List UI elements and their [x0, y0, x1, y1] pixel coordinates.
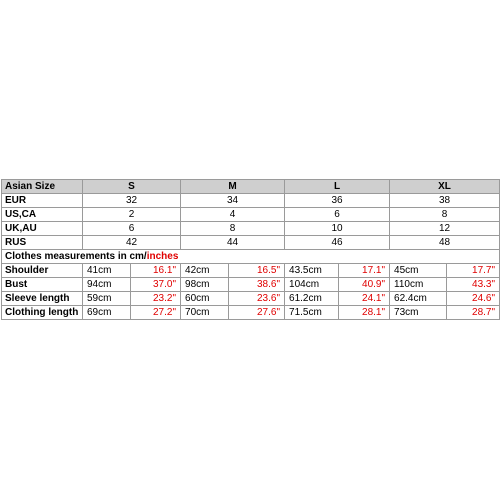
inch-value: 23.6": [229, 292, 285, 306]
cm-value: 43.5cm: [285, 264, 339, 278]
size-value: 34: [181, 194, 285, 208]
conversion-row: [2, 194, 500, 208]
size-chart-body: [2, 180, 500, 320]
measurement-row: [2, 264, 500, 278]
inch-value: 27.2": [131, 306, 181, 320]
inch-value: 16.5": [229, 264, 285, 278]
conversion-row: [2, 236, 500, 250]
cm-value: 62.4cm: [390, 292, 447, 306]
inch-value: 40.9": [339, 278, 390, 292]
row-label: Shoulder: [2, 264, 83, 278]
cm-value: 110cm: [390, 278, 447, 292]
size-value: 4: [181, 208, 285, 222]
row-label: EUR: [2, 194, 83, 208]
conversion-row: [2, 222, 500, 236]
measurements-section-row: [2, 250, 500, 264]
cm-value: 71.5cm: [285, 306, 339, 320]
cm-value: 60cm: [181, 292, 229, 306]
cm-value: 70cm: [181, 306, 229, 320]
size-value: 2: [83, 208, 181, 222]
size-value: 38: [390, 194, 500, 208]
row-label: RUS: [2, 236, 83, 250]
inch-value: 27.6": [229, 306, 285, 320]
cm-value: 98cm: [181, 278, 229, 292]
size-value: 48: [390, 236, 500, 250]
cm-value: 61.2cm: [285, 292, 339, 306]
inch-value: 23.2": [131, 292, 181, 306]
row-label: Clothing length: [2, 306, 83, 320]
cm-value: 94cm: [83, 278, 131, 292]
size-header-label: Asian Size: [2, 180, 83, 194]
size-value: 12: [390, 222, 500, 236]
size-value: 44: [181, 236, 285, 250]
size-header-cell: XL: [390, 180, 500, 194]
size-chart-table: [1, 179, 500, 320]
measurement-row: [2, 278, 500, 292]
cm-value: 41cm: [83, 264, 131, 278]
size-value: 6: [285, 208, 390, 222]
section-title-highlight: inches: [146, 251, 179, 262]
size-header-cell: M: [181, 180, 285, 194]
section-title-prefix: Clothes measurements in cm/: [5, 251, 147, 262]
size-value: 10: [285, 222, 390, 236]
size-header-cell: S: [83, 180, 181, 194]
inch-value: 28.7": [447, 306, 500, 320]
inch-value: 38.6": [229, 278, 285, 292]
cm-value: 45cm: [390, 264, 447, 278]
size-value: 42: [83, 236, 181, 250]
measurement-row: [2, 292, 500, 306]
cm-value: 73cm: [390, 306, 447, 320]
cm-value: 59cm: [83, 292, 131, 306]
cm-value: 42cm: [181, 264, 229, 278]
inch-value: 28.1": [339, 306, 390, 320]
row-label: UK,AU: [2, 222, 83, 236]
size-value: 36: [285, 194, 390, 208]
inch-value: 17.1": [339, 264, 390, 278]
size-value: 6: [83, 222, 181, 236]
inch-value: 24.1": [339, 292, 390, 306]
cm-value: 104cm: [285, 278, 339, 292]
size-value: 32: [83, 194, 181, 208]
size-value: 8: [181, 222, 285, 236]
cm-value: 69cm: [83, 306, 131, 320]
size-value: 46: [285, 236, 390, 250]
inch-value: 16.1": [131, 264, 181, 278]
inch-value: 17.7": [447, 264, 500, 278]
inch-value: 24.6": [447, 292, 500, 306]
inch-value: 43.3": [447, 278, 500, 292]
inch-value: 37.0": [131, 278, 181, 292]
measurements-section-title: [2, 250, 500, 264]
row-label: Sleeve length: [2, 292, 83, 306]
row-label: US,CA: [2, 208, 83, 222]
size-value: 8: [390, 208, 500, 222]
row-label: Bust: [2, 278, 83, 292]
size-header-row: [2, 180, 500, 194]
size-header-cell: L: [285, 180, 390, 194]
conversion-row: [2, 208, 500, 222]
measurement-row: [2, 306, 500, 320]
